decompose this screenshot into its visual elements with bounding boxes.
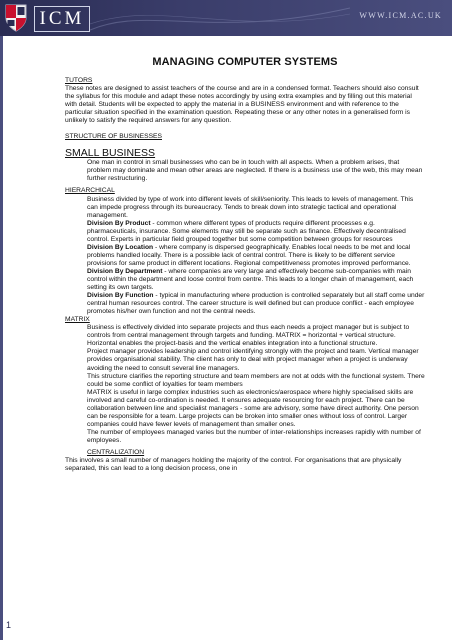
division-department-label: Division By Department [87,267,163,275]
division-function-paragraph [65,292,425,316]
matrix-paragraph-1: Business is effectively divided into separate projects and thus each needs a project manager but is subject to controls from central management through targets and funding. MATRIX = horizontal + vertical structure. Horizontal enables the project-basis and the vertical enables integration into a functional structure. [87,324,410,348]
small-business-heading: SMALL BUSINESS [65,147,156,160]
matrix-paragraph-3: This structure clarifies the reporting structure and team members are not at odds with the functional system. There could be some conflict of loyalties for team members [87,372,425,388]
tutors-text: These notes are designed to assist teachers of the course and are in a condensed format. Teachers should also consult the syllabus for this module and adapt these notes accordingly by using extra examples and by filling out this material with detail. Students will be expected to apply the material in a BUSINESS environment and with reference to the particular situation specified in the examination question. Repeating these or any other notes in a generalised form is unlikely to satisfy the required answers for any question. [65,85,419,125]
division-function-text: - typical in manufacturing where production is controlled separately but all staff come under central human resources control. The career structure is well defined but can produce conflict - each employee promotes his/her own function and not the central needs. [87,292,425,316]
centralization-heading: CENTRALIZATION [87,448,145,456]
document-body [65,48,425,473]
left-margin-bar [0,36,3,640]
division-product-paragraph [65,220,425,244]
matrix-paragraph-5: The number of employees managed varies but the number of inter-relationships increases rapidly with number of employees. [87,428,421,444]
hierarchical-heading: HIERARCHICAL [65,187,115,195]
centralization-text: This involves a small number of managers holding the majority of the control. For organisations that are physically separated, this can lead to a long decision process, one in [65,457,402,473]
logo: ICM [34,6,90,32]
banner-decoration [90,0,350,36]
page-title: MANAGING COMPUTER SYSTEMS [152,56,338,68]
division-department-paragraph [65,268,425,292]
matrix-heading: MATRIX [65,316,90,324]
division-location-text: - where company is dispersed geographically. Enables local needs to be met and local problems handled locally. There is a possible lack of central control. There is likely to be different service provisions for same product in different locations. Regional competitiveness promotes improved performance. [87,243,411,267]
division-product-text: - common where different types of products require different processes e.g. pharmaceuticals, insurance. Some elements may still be separate such as finance. Effectively decentralised control. Experts in particular field grouped together but some competition between groups for resources [87,219,406,243]
site-url: WWW.ICM.AC.UK [359,11,442,20]
division-department-text: - where companies are very large and effectively become sub-companies with main control within the department and loose control from centre. This leads to a longer chain of management, each setting its own targets. [87,267,414,292]
header-banner [0,0,452,36]
division-product-label: Division By Product [87,219,151,227]
division-location-paragraph [65,244,425,268]
division-function-label: Division By Function [87,292,154,300]
crest-icon [3,2,29,33]
matrix-paragraph-4: MATRIX is useful in large complex industries such as electronics/aerospace where highly specialised skills are involved and careful co-ordination is needed. It ensures adequate resourcing for each project. There can be collaboration between line and specialist managers - some are advisory, some have direct authority. One person can be responsible for a team. Large projects can be broken into smaller ones without loss of control. Larger companies could have fewer levels of management than smaller ones. [87,388,419,428]
hierarchical-text: Business divided by type of work into different levels of skill/seniority. This leads to levels of management. This can impede progress through its bureaucracy. Tends to break down into strategic tactical and operational management. [87,195,414,219]
structure-heading: STRUCTURE OF BUSINESSES [65,133,162,141]
small-business-text: One man in control in small businesses who can be in touch with all aspects. When a problem arises, that problem may dominate and mean other areas are neglected. If there is a business use of the web, this may mean further restructuring. [87,159,423,183]
page-number: 1 [6,620,12,630]
tutors-heading: TUTORS [65,77,93,84]
matrix-paragraph-2: Project manager provides leadership and control identifying strongly with the project and team. Vertical manager provides organisational stability. The client has only to deal with project manager when a project is underway avoiding the need to consult several line managers. [87,348,419,372]
division-location-label: Division By Location [87,243,154,251]
